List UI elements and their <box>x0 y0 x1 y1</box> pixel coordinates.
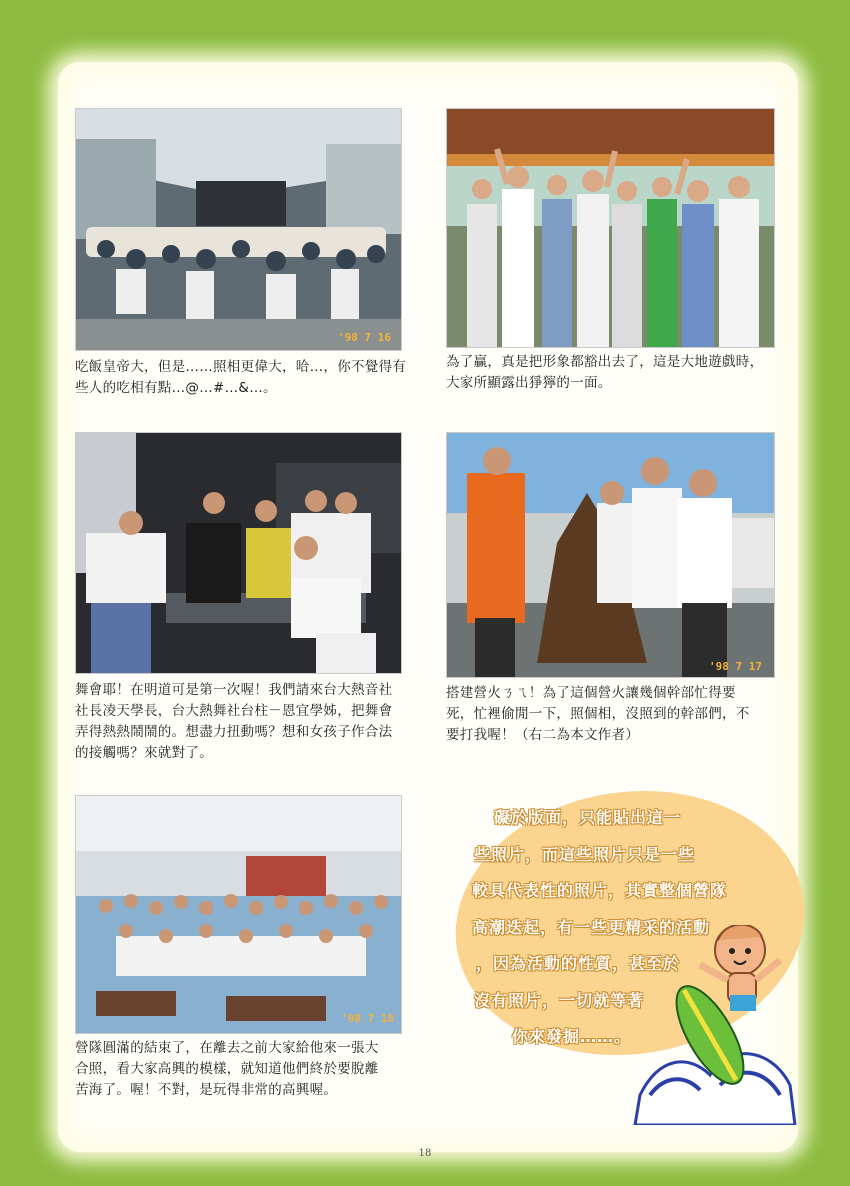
photo-dance <box>75 432 402 674</box>
note-line: 你來發掘……。 <box>512 1027 632 1046</box>
page-number: 18 <box>418 1148 432 1159</box>
photo-game <box>446 108 775 348</box>
caption-line: 營隊圓滿的結束了，在離去之前大家給他來一張大 <box>75 1040 379 1056</box>
note-line: 高潮迭起，有一些更精采的活動 <box>472 917 711 937</box>
note-line: 沒有照片，一切就等著 <box>474 990 645 1010</box>
caption-game <box>446 352 786 394</box>
caption-dance <box>75 680 420 764</box>
note-line: ，因為活動的性質，甚至於 <box>476 954 681 973</box>
date-stamp: '98 7 16 <box>338 331 391 344</box>
caption-line: 舞會耶！在明道可是第一次喔！我們請來台大熱音社 <box>75 682 393 698</box>
note-line: 較具代表性的照片，其實整個營隊 <box>472 881 728 900</box>
caption-line: 苦海了。喔！不對，是玩得非常的高興喔。 <box>75 1082 338 1098</box>
caption-line: 合照，看大家高興的模樣，就知道他們終於要脫離 <box>75 1061 379 1077</box>
photo-dining-hall <box>75 108 402 351</box>
caption-dining-hall <box>75 357 410 399</box>
surfer-mascot-icon <box>630 925 800 1125</box>
caption-line: 大家所顯露出猙獰的一面。 <box>446 375 612 391</box>
note-line: 礙於版面，只能貼出這一 <box>494 808 682 827</box>
caption-group <box>75 1038 420 1101</box>
photo-campfire <box>446 432 775 678</box>
date-stamp: '98 7 17 <box>709 660 762 673</box>
caption-line: 為了贏，真是把形象都豁出去了，這是大地遊戲時， <box>446 354 764 370</box>
caption-line: 要打我喔！（右二為本文作者） <box>446 727 640 743</box>
note-line: 些照片，而這些照片只是一些 <box>474 844 696 864</box>
caption-line: 吃飯皇帝大，但是……照相更偉大，哈…，你不覺得有 <box>75 359 407 375</box>
caption-line: 些人的吃相有點…@…#…&…。 <box>75 380 277 396</box>
caption-line: 社長凌天學長，台大熱舞社台柱－恩宜學姊，把舞會 <box>75 703 393 719</box>
photo-group <box>75 795 402 1034</box>
caption-line: 搭建營火ㄋㄟ！為了這個營火讓幾個幹部忙得要 <box>446 685 736 701</box>
caption-line: 的接觸嗎？來就對了。 <box>75 745 213 761</box>
caption-campfire <box>446 683 791 746</box>
date-stamp: '98 7 18 <box>341 1012 394 1025</box>
caption-line: 弄得熱熱鬧鬧的。想盡力扭動嗎？想和女孩子作合法 <box>75 724 393 740</box>
caption-line: 死，忙裡偷閒一下，照個相，沒照到的幹部們，不 <box>446 706 750 722</box>
